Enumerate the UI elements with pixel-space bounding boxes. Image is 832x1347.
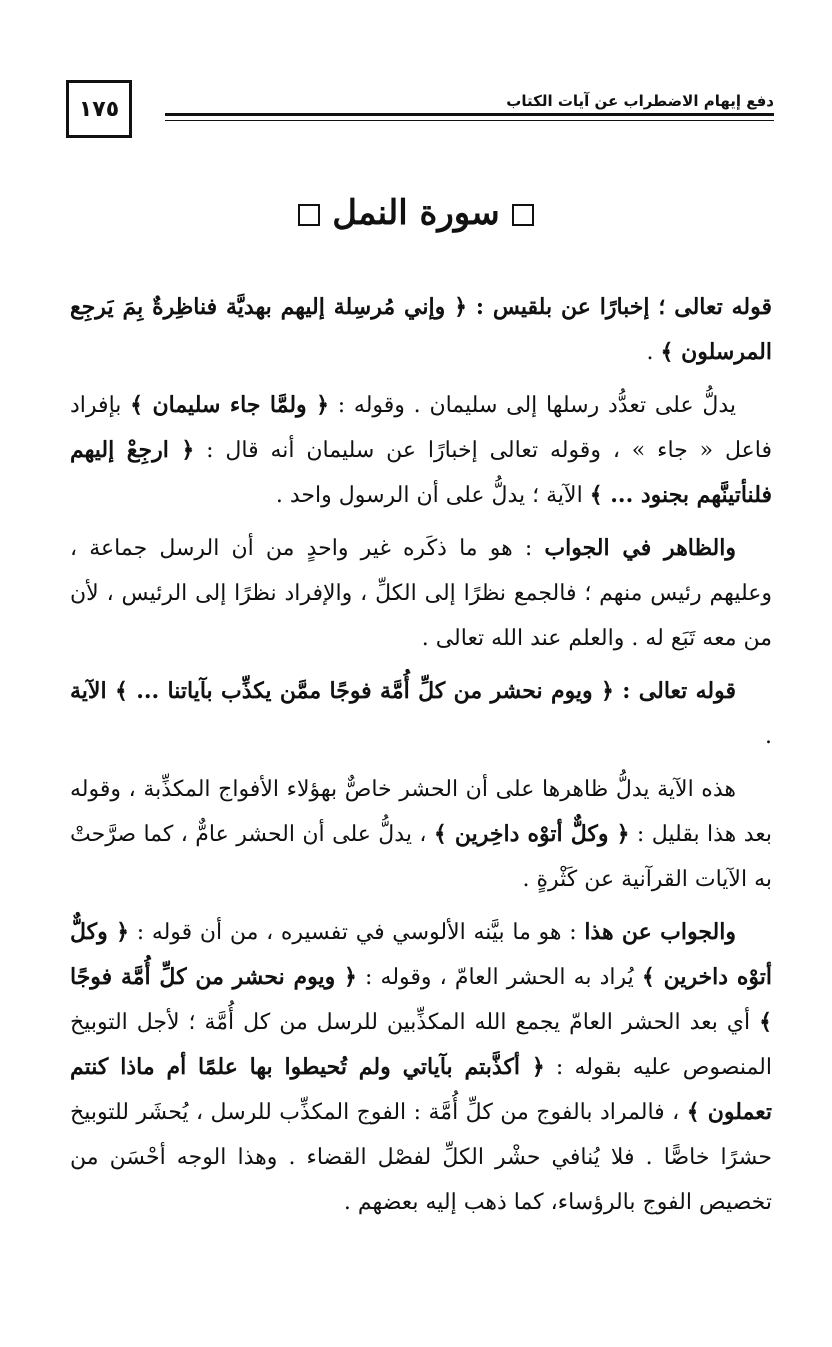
paragraph-6-text-b: يُراد به الحشر العامّ ، وقوله : xyxy=(356,965,642,990)
paragraph-6-text-c: أي بعد الحشر العامّ يجمع الله المكذِّبين للرسل من كل أُمَّة ؛ لأجل التوبيخ المنصوص عليه بقوله : xyxy=(70,1010,772,1080)
paragraph-1-text: . xyxy=(646,340,661,365)
paragraph-3-lead: والظاهر في الجواب xyxy=(544,535,736,561)
paragraph-1 xyxy=(70,285,772,375)
paragraph-6 xyxy=(70,910,772,1225)
header-rule-thick xyxy=(165,113,774,116)
paragraph-3 xyxy=(70,526,772,661)
surah-title-text: سورة النمل xyxy=(332,193,500,233)
surah-title-heading xyxy=(0,188,832,238)
paragraph-6-lead: والجواب عن هذا xyxy=(584,919,736,945)
paragraph-6-text-a: : هو ما بيَّنه الألوسي في تفسيره ، من أن قوله : xyxy=(129,920,585,945)
paragraph-4-lead: قوله تعالى : ﴿ ويوم نحشر من كلِّ أُمَّة فوجًا ممَّن يكذِّب بآياتنا ... ﴾ الآية xyxy=(70,678,736,704)
paragraph-5-text-end: ، يدلُّ على أن الحشر عامٌّ ، كما صرَّحتْ به الآيات القرآنية عن كَثْرةٍ . xyxy=(70,822,772,892)
paragraph-2 xyxy=(70,383,772,518)
paragraph-2-text-mid: بإفراد فاعل « جاء » ، وقوله تعالى إخبارًا عن سليمان أنه قال : xyxy=(70,393,772,463)
paragraph-5 xyxy=(70,767,772,902)
paragraph-1-lead: قوله تعالى ؛ إخبارًا عن بلقيس : ﴿ وإني مُرسِلة إليهم بهديَّة فناظِرةٌ بِمَ يَرجِع المرسلون ﴾ xyxy=(70,294,772,365)
paragraph-2-quote-2: ﴿ ارجِعْ إليهم فلنأتينَّهم بجنود ... ﴾ xyxy=(70,437,772,508)
paragraph-6-quote-1: ﴿ وكلٌّ أتوْه داخرين ﴾ xyxy=(70,919,772,990)
paragraph-4 xyxy=(70,669,772,759)
paragraph-2-quote-1: ﴿ ولمَّا جاء سليمان ﴾ xyxy=(130,392,329,418)
running-header-title: دفع إيهام الاضطراب عن آيات الكتاب xyxy=(506,92,774,110)
paragraph-5-quote: ﴿ وكلٌّ أتوْه داخِرين ﴾ xyxy=(433,821,630,847)
title-square-ornament-left xyxy=(298,204,320,226)
paragraph-2-text-start: يدلُّ على تعدُّد رسلها إلى سليمان . وقوله : xyxy=(328,393,736,418)
title-square-ornament-right xyxy=(512,204,534,226)
paragraph-4-text: . xyxy=(765,724,772,749)
page-number: ١٧٥ xyxy=(66,80,132,138)
paragraph-6-text-d: ، فالمراد بالفوج من كلِّ أُمَّة : الفوج المكذِّب للرسل ، يُحشَر للتوبيخ حشرًا خاصًّا . فلا يُنافي حشْر الكلِّ لفصْل القضاء . وهذا الوجه أحْسَن من تخصيص الفوج بالرؤساء، كما ذهب إليه بعضهم . xyxy=(70,1100,772,1215)
paragraph-2-text-end: الآية ؛ يدلُّ على أن الرسول واحد . xyxy=(275,483,590,508)
paragraph-6-quote-2: ﴿ ويوم نحشر من كلِّ أُمَّة فوجًا ﴾ xyxy=(70,964,772,1035)
header-rule-thin xyxy=(165,120,774,121)
paragraph-6-quote-3: ﴿ أكذَّبتم بآياتي ولم تُحيطوا بها علمًا أم ماذا كنتم تعملون ﴾ xyxy=(70,1054,773,1125)
paragraph-5-text-start: هذه الآية يدلُّ ظاهرها على أن الحشر خاصٌّ بهؤلاء الأفواج المكذِّبة ، وقوله بعد هذا بقليل : xyxy=(70,777,772,847)
page-body-text xyxy=(70,285,772,1233)
paragraph-3-text: : هو ما ذكَره غير واحدٍ من أن الرسل جماعة ، وعليهم رئيس منهم ؛ فالجمع نظرًا إلى الكلِّ ، والإفراد نظرًا إلى الرئيس ، لأن من معه تَبَع له . والعلم عند الله تعالى . xyxy=(70,536,772,651)
